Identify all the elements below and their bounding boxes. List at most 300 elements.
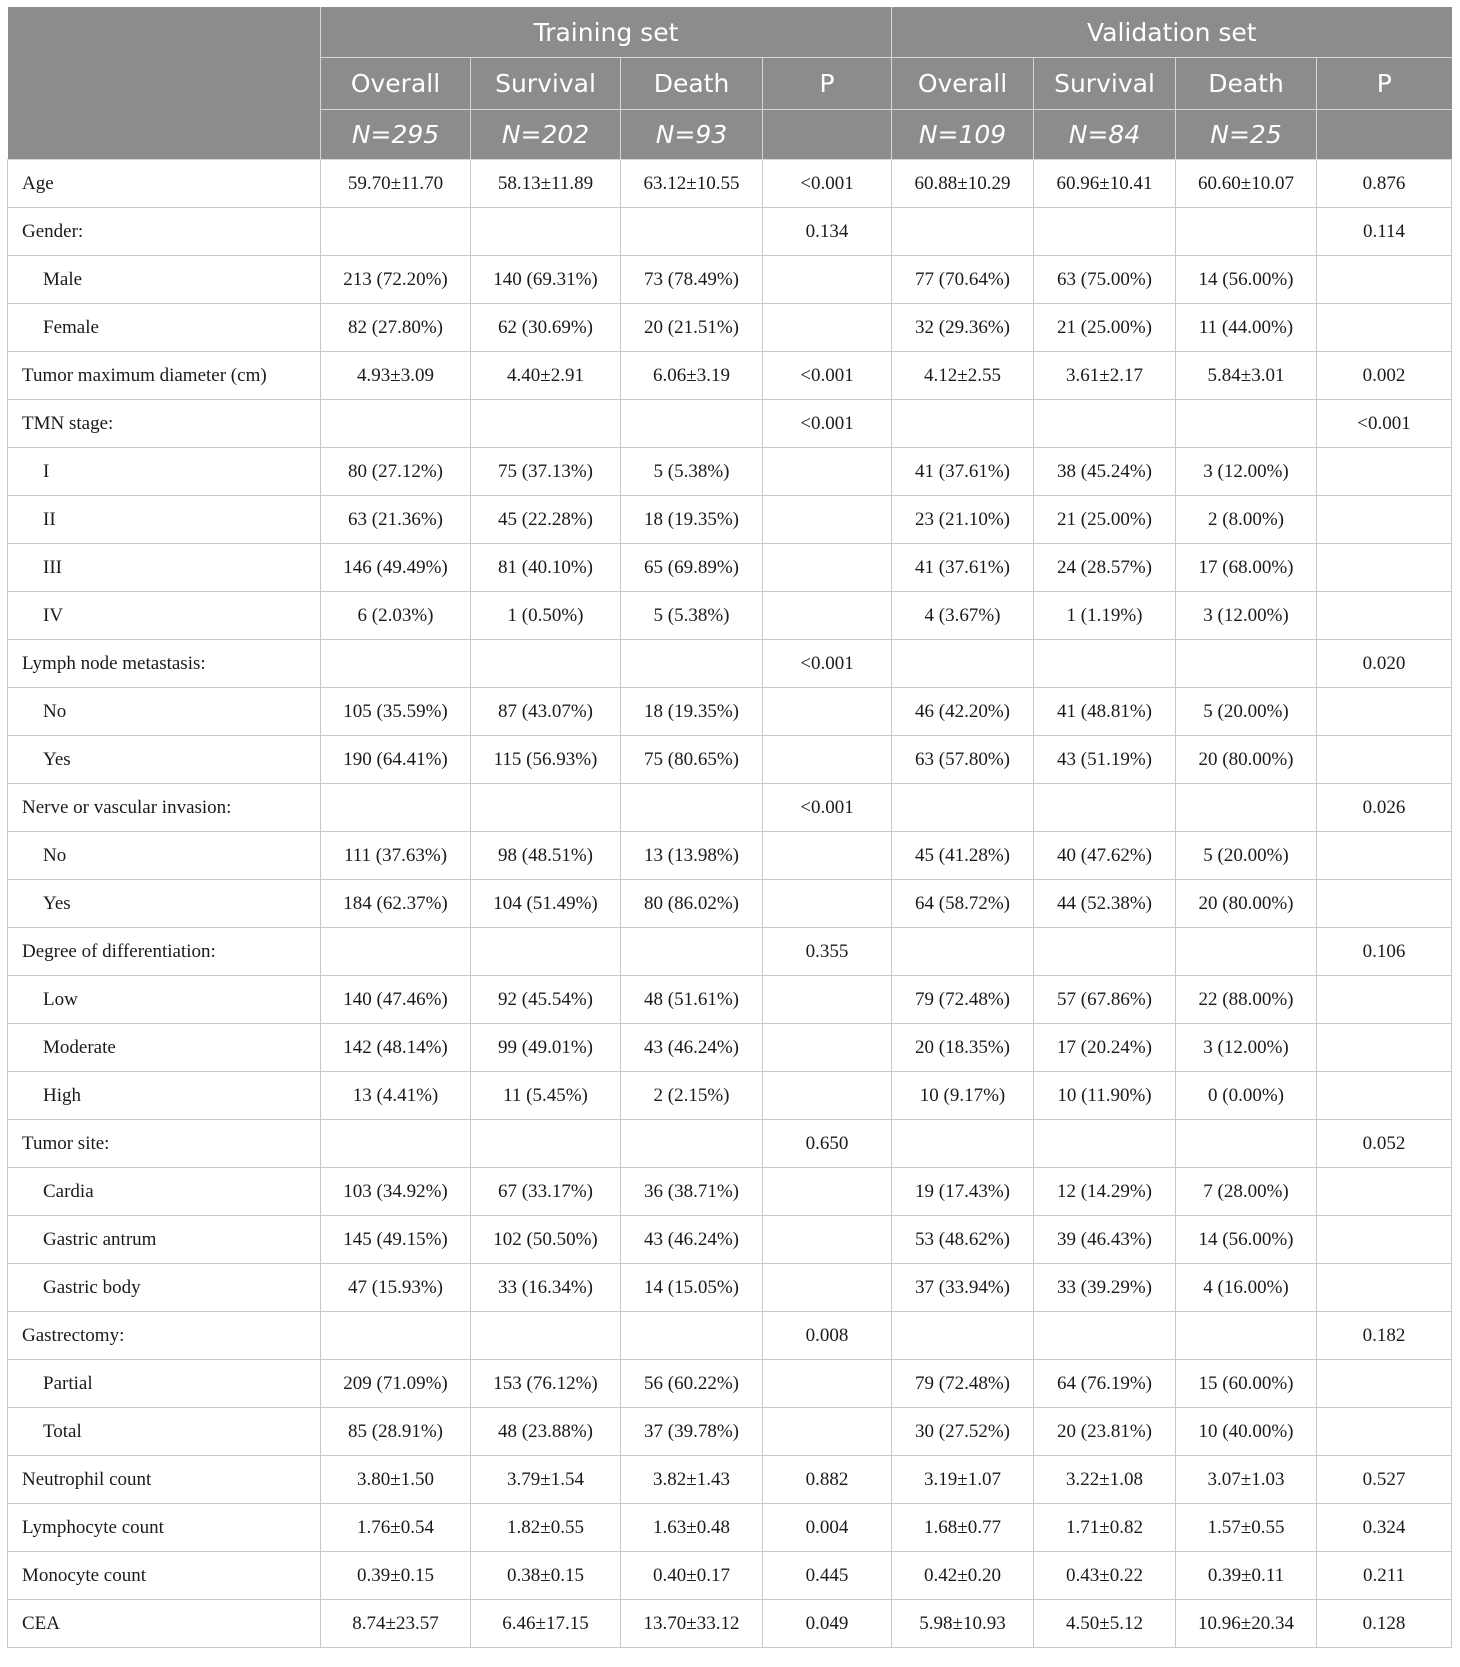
table-cell: 140 (69.31%) xyxy=(471,256,621,304)
table-cell: 41 (37.61%) xyxy=(892,448,1034,496)
table-row xyxy=(8,1456,1452,1504)
table-cell: 92 (45.54%) xyxy=(471,976,621,1024)
table-subrow xyxy=(8,496,1452,544)
p-value-cell xyxy=(1317,880,1452,928)
column-header: Death xyxy=(621,58,763,110)
row-label: Lymph node metastasis: xyxy=(8,640,321,688)
table-cell: 20 (23.81%) xyxy=(1034,1408,1176,1456)
table-cell: 2 (2.15%) xyxy=(621,1072,763,1120)
row-label: Lymphocyte count xyxy=(8,1504,321,1552)
table-cell xyxy=(321,208,471,256)
table-row xyxy=(8,1504,1452,1552)
row-label: TMN stage: xyxy=(8,400,321,448)
table-cell xyxy=(892,1312,1034,1360)
table-cell: 22 (88.00%) xyxy=(1176,976,1317,1024)
table-cell: 65 (69.89%) xyxy=(621,544,763,592)
table-cell: 10 (9.17%) xyxy=(892,1072,1034,1120)
table-cell xyxy=(471,928,621,976)
p-value-cell xyxy=(1317,688,1452,736)
data-table xyxy=(7,7,1452,1648)
table-cell: 75 (37.13%) xyxy=(471,448,621,496)
table-row xyxy=(8,640,1452,688)
table-cell: 111 (37.63%) xyxy=(321,832,471,880)
p-value-cell: 0.134 xyxy=(763,208,892,256)
table-row xyxy=(8,400,1452,448)
table-cell: 3.61±2.17 xyxy=(1034,352,1176,400)
row-label: High xyxy=(8,1072,321,1120)
p-value-cell xyxy=(1317,1360,1452,1408)
table-cell xyxy=(1176,1120,1317,1168)
row-label: Nerve or vascular invasion: xyxy=(8,784,321,832)
table-cell xyxy=(892,784,1034,832)
p-value-cell xyxy=(763,544,892,592)
table-cell: 62 (30.69%) xyxy=(471,304,621,352)
p-value-cell: 0.882 xyxy=(763,1456,892,1504)
p-value-cell xyxy=(763,1408,892,1456)
table-cell xyxy=(321,400,471,448)
table-cell: 0.39±0.15 xyxy=(321,1552,471,1600)
p-value-cell xyxy=(763,1216,892,1264)
p-value-cell xyxy=(763,832,892,880)
table-cell: 13 (4.41%) xyxy=(321,1072,471,1120)
table-cell: 63 (57.80%) xyxy=(892,736,1034,784)
p-value-cell: 0.355 xyxy=(763,928,892,976)
table-cell: 60.96±10.41 xyxy=(1034,160,1176,208)
table-cell xyxy=(892,1120,1034,1168)
p-value-cell xyxy=(763,976,892,1024)
table-cell: 48 (51.61%) xyxy=(621,976,763,1024)
table-cell: 190 (64.41%) xyxy=(321,736,471,784)
table-cell: 1.82±0.55 xyxy=(471,1504,621,1552)
table-cell: 213 (72.20%) xyxy=(321,256,471,304)
row-label: Low xyxy=(8,976,321,1024)
count-header xyxy=(1317,110,1452,160)
table-cell: 13 (13.98%) xyxy=(621,832,763,880)
row-label: Tumor maximum diameter (cm) xyxy=(8,352,321,400)
table-cell: 3 (12.00%) xyxy=(1176,448,1317,496)
table-subrow xyxy=(8,448,1452,496)
p-value-cell: <0.001 xyxy=(763,784,892,832)
table-cell: 18 (19.35%) xyxy=(621,688,763,736)
p-value-cell xyxy=(1317,1264,1452,1312)
table-cell: 4 (3.67%) xyxy=(892,592,1034,640)
table-cell: 98 (48.51%) xyxy=(471,832,621,880)
p-value-cell xyxy=(763,1360,892,1408)
count-header: N=93 xyxy=(621,110,763,160)
table-cell: 43 (46.24%) xyxy=(621,1216,763,1264)
table-cell: 57 (67.86%) xyxy=(1034,976,1176,1024)
table-cell: 5 (20.00%) xyxy=(1176,832,1317,880)
column-header: P xyxy=(763,58,892,110)
table-cell: 0.40±0.17 xyxy=(621,1552,763,1600)
table-cell: 23 (21.10%) xyxy=(892,496,1034,544)
table-cell: 5 (5.38%) xyxy=(621,592,763,640)
table-cell: 21 (25.00%) xyxy=(1034,496,1176,544)
row-label: Partial xyxy=(8,1360,321,1408)
table-cell: 6.06±3.19 xyxy=(621,352,763,400)
table-cell xyxy=(621,640,763,688)
table-cell xyxy=(892,208,1034,256)
table-cell: 7 (28.00%) xyxy=(1176,1168,1317,1216)
table-cell: 4.93±3.09 xyxy=(321,352,471,400)
p-value-cell: 0.106 xyxy=(1317,928,1452,976)
row-label: Neutrophil count xyxy=(8,1456,321,1504)
column-header: P xyxy=(1317,58,1452,110)
table-subrow xyxy=(8,832,1452,880)
table-cell: 39 (46.43%) xyxy=(1034,1216,1176,1264)
p-value-cell: 0.002 xyxy=(1317,352,1452,400)
table-subrow xyxy=(8,256,1452,304)
p-value-cell xyxy=(1317,736,1452,784)
table-cell xyxy=(471,1120,621,1168)
p-value-cell: 0.527 xyxy=(1317,1456,1452,1504)
table-cell xyxy=(1034,208,1176,256)
table-cell xyxy=(321,784,471,832)
table-cell: 79 (72.48%) xyxy=(892,976,1034,1024)
table-cell: 3.19±1.07 xyxy=(892,1456,1034,1504)
row-label: Moderate xyxy=(8,1024,321,1072)
row-label: Total xyxy=(8,1408,321,1456)
table-cell: 36 (38.71%) xyxy=(621,1168,763,1216)
table-subrow xyxy=(8,592,1452,640)
count-header: N=84 xyxy=(1034,110,1176,160)
table-cell: 40 (47.62%) xyxy=(1034,832,1176,880)
p-value-cell xyxy=(1317,832,1452,880)
table-cell: 82 (27.80%) xyxy=(321,304,471,352)
table-cell: 14 (15.05%) xyxy=(621,1264,763,1312)
table-cell: 3 (12.00%) xyxy=(1176,592,1317,640)
table-cell xyxy=(621,928,763,976)
table-cell xyxy=(471,400,621,448)
table-cell: 41 (37.61%) xyxy=(892,544,1034,592)
table-cell: 8.74±23.57 xyxy=(321,1600,471,1648)
p-value-cell xyxy=(1317,304,1452,352)
table-cell: 99 (49.01%) xyxy=(471,1024,621,1072)
table-cell: 142 (48.14%) xyxy=(321,1024,471,1072)
table-cell xyxy=(471,208,621,256)
table-cell: 146 (49.49%) xyxy=(321,544,471,592)
table-row xyxy=(8,1552,1452,1600)
table-cell: 45 (22.28%) xyxy=(471,496,621,544)
table-cell: 45 (41.28%) xyxy=(892,832,1034,880)
table-cell: 20 (21.51%) xyxy=(621,304,763,352)
table-cell xyxy=(892,400,1034,448)
table-cell: 11 (5.45%) xyxy=(471,1072,621,1120)
table-cell xyxy=(621,784,763,832)
baseline-characteristics-table xyxy=(7,7,1451,1648)
table-cell: 64 (76.19%) xyxy=(1034,1360,1176,1408)
table-cell xyxy=(1176,784,1317,832)
table-cell: 115 (56.93%) xyxy=(471,736,621,784)
table-cell: 1.68±0.77 xyxy=(892,1504,1034,1552)
table-cell xyxy=(321,1312,471,1360)
table-cell: 24 (28.57%) xyxy=(1034,544,1176,592)
table-row xyxy=(8,352,1452,400)
row-label: Yes xyxy=(8,736,321,784)
table-header xyxy=(8,7,1452,160)
table-cell: 80 (27.12%) xyxy=(321,448,471,496)
p-value-cell: <0.001 xyxy=(763,160,892,208)
table-cell: 60.60±10.07 xyxy=(1176,160,1317,208)
table-cell: 13.70±33.12 xyxy=(621,1600,763,1648)
row-label: Gastric body xyxy=(8,1264,321,1312)
table-row xyxy=(8,160,1452,208)
row-label: Female xyxy=(8,304,321,352)
p-value-cell xyxy=(763,1072,892,1120)
group-header-training: Training set xyxy=(321,7,892,58)
table-cell: 85 (28.91%) xyxy=(321,1408,471,1456)
table-cell: 184 (62.37%) xyxy=(321,880,471,928)
table-cell: 3.79±1.54 xyxy=(471,1456,621,1504)
p-value-cell: 0.211 xyxy=(1317,1552,1452,1600)
table-cell xyxy=(1176,400,1317,448)
table-cell: 33 (16.34%) xyxy=(471,1264,621,1312)
table-cell: 63 (75.00%) xyxy=(1034,256,1176,304)
table-cell xyxy=(1034,640,1176,688)
p-value-cell: 0.324 xyxy=(1317,1504,1452,1552)
p-value-cell xyxy=(763,688,892,736)
table-cell: 2 (8.00%) xyxy=(1176,496,1317,544)
row-label: Gastrectomy: xyxy=(8,1312,321,1360)
table-cell: 103 (34.92%) xyxy=(321,1168,471,1216)
row-label: No xyxy=(8,832,321,880)
table-cell: 0.43±0.22 xyxy=(1034,1552,1176,1600)
table-cell: 4.50±5.12 xyxy=(1034,1600,1176,1648)
table-cell xyxy=(321,1120,471,1168)
table-subrow xyxy=(8,1408,1452,1456)
p-value-cell xyxy=(1317,1024,1452,1072)
table-cell: 15 (60.00%) xyxy=(1176,1360,1317,1408)
p-value-cell xyxy=(763,1168,892,1216)
table-cell: 79 (72.48%) xyxy=(892,1360,1034,1408)
table-subrow xyxy=(8,736,1452,784)
table-cell: 87 (43.07%) xyxy=(471,688,621,736)
table-cell: 1.76±0.54 xyxy=(321,1504,471,1552)
group-header-validation: Validation set xyxy=(892,7,1452,58)
table-cell: 67 (33.17%) xyxy=(471,1168,621,1216)
p-value-cell xyxy=(1317,1168,1452,1216)
table-cell: 6 (2.03%) xyxy=(321,592,471,640)
table-subrow xyxy=(8,1216,1452,1264)
table-cell xyxy=(1176,928,1317,976)
table-cell: 37 (39.78%) xyxy=(621,1408,763,1456)
header-row-groups xyxy=(8,7,1452,58)
column-header: Survival xyxy=(471,58,621,110)
p-value-cell: 0.004 xyxy=(763,1504,892,1552)
table-cell: 145 (49.15%) xyxy=(321,1216,471,1264)
table-cell: 1.71±0.82 xyxy=(1034,1504,1176,1552)
row-label: CEA xyxy=(8,1600,321,1648)
table-cell xyxy=(1034,784,1176,832)
table-cell: 104 (51.49%) xyxy=(471,880,621,928)
table-cell xyxy=(892,640,1034,688)
p-value-cell: 0.114 xyxy=(1317,208,1452,256)
column-header: Overall xyxy=(321,58,471,110)
table-subrow xyxy=(8,1168,1452,1216)
table-cell: 14 (56.00%) xyxy=(1176,1216,1317,1264)
header-corner-cell xyxy=(8,7,321,160)
p-value-cell: 0.182 xyxy=(1317,1312,1452,1360)
table-cell: 30 (27.52%) xyxy=(892,1408,1034,1456)
row-label: II xyxy=(8,496,321,544)
table-cell: 32 (29.36%) xyxy=(892,304,1034,352)
row-label: Gender: xyxy=(8,208,321,256)
table-cell: 75 (80.65%) xyxy=(621,736,763,784)
row-label: III xyxy=(8,544,321,592)
table-cell xyxy=(471,784,621,832)
count-header: N=109 xyxy=(892,110,1034,160)
table-subrow xyxy=(8,304,1452,352)
table-row xyxy=(8,208,1452,256)
p-value-cell: 0.128 xyxy=(1317,1600,1452,1648)
row-label: I xyxy=(8,448,321,496)
table-cell: 102 (50.50%) xyxy=(471,1216,621,1264)
table-cell: 64 (58.72%) xyxy=(892,880,1034,928)
p-value-cell xyxy=(1317,448,1452,496)
table-cell: 43 (46.24%) xyxy=(621,1024,763,1072)
p-value-cell xyxy=(1317,1072,1452,1120)
table-cell: 47 (15.93%) xyxy=(321,1264,471,1312)
table-cell xyxy=(1034,1312,1176,1360)
table-cell: 20 (80.00%) xyxy=(1176,736,1317,784)
table-subrow xyxy=(8,880,1452,928)
table-cell: 17 (20.24%) xyxy=(1034,1024,1176,1072)
p-value-cell xyxy=(1317,976,1452,1024)
row-label: Tumor site: xyxy=(8,1120,321,1168)
table-cell: 41 (48.81%) xyxy=(1034,688,1176,736)
p-value-cell: <0.001 xyxy=(763,400,892,448)
table-cell: 5.84±3.01 xyxy=(1176,352,1317,400)
p-value-cell: 0.650 xyxy=(763,1120,892,1168)
table-cell xyxy=(471,640,621,688)
table-cell: 153 (76.12%) xyxy=(471,1360,621,1408)
count-header xyxy=(763,110,892,160)
table-cell xyxy=(1034,928,1176,976)
table-cell: 81 (40.10%) xyxy=(471,544,621,592)
table-cell: 6.46±17.15 xyxy=(471,1600,621,1648)
count-header: N=25 xyxy=(1176,110,1317,160)
table-row xyxy=(8,1600,1452,1648)
table-cell: 48 (23.88%) xyxy=(471,1408,621,1456)
column-header: Overall xyxy=(892,58,1034,110)
table-subrow xyxy=(8,1072,1452,1120)
table-cell: 20 (80.00%) xyxy=(1176,880,1317,928)
table-cell: 60.88±10.29 xyxy=(892,160,1034,208)
table-row xyxy=(8,784,1452,832)
row-label: Gastric antrum xyxy=(8,1216,321,1264)
table-cell: 38 (45.24%) xyxy=(1034,448,1176,496)
table-subrow xyxy=(8,1360,1452,1408)
table-cell xyxy=(1176,640,1317,688)
table-cell: 1.63±0.48 xyxy=(621,1504,763,1552)
p-value-cell xyxy=(763,880,892,928)
p-value-cell xyxy=(763,496,892,544)
table-cell: 14 (56.00%) xyxy=(1176,256,1317,304)
table-cell: 10 (11.90%) xyxy=(1034,1072,1176,1120)
p-value-cell xyxy=(1317,544,1452,592)
table-subrow xyxy=(8,688,1452,736)
count-header: N=202 xyxy=(471,110,621,160)
table-cell: 73 (78.49%) xyxy=(621,256,763,304)
p-value-cell xyxy=(763,1024,892,1072)
table-cell: 209 (71.09%) xyxy=(321,1360,471,1408)
p-value-cell: <0.001 xyxy=(763,352,892,400)
table-cell: 33 (39.29%) xyxy=(1034,1264,1176,1312)
table-cell xyxy=(621,400,763,448)
p-value-cell: 0.052 xyxy=(1317,1120,1452,1168)
table-cell: 0.42±0.20 xyxy=(892,1552,1034,1600)
table-cell: 44 (52.38%) xyxy=(1034,880,1176,928)
p-value-cell: 0.049 xyxy=(763,1600,892,1648)
p-value-cell: 0.020 xyxy=(1317,640,1452,688)
table-cell: 10 (40.00%) xyxy=(1176,1408,1317,1456)
table-row xyxy=(8,928,1452,976)
table-cell xyxy=(1034,1120,1176,1168)
row-label: Cardia xyxy=(8,1168,321,1216)
table-cell xyxy=(1176,208,1317,256)
column-header: Survival xyxy=(1034,58,1176,110)
table-cell xyxy=(621,1312,763,1360)
table-cell: 21 (25.00%) xyxy=(1034,304,1176,352)
table-cell: 58.13±11.89 xyxy=(471,160,621,208)
p-value-cell: <0.001 xyxy=(1317,400,1452,448)
table-cell: 5 (5.38%) xyxy=(621,448,763,496)
table-cell: 5 (20.00%) xyxy=(1176,688,1317,736)
column-header: Death xyxy=(1176,58,1317,110)
row-label: No xyxy=(8,688,321,736)
row-label: Male xyxy=(8,256,321,304)
p-value-cell xyxy=(1317,592,1452,640)
table-cell: 10.96±20.34 xyxy=(1176,1600,1317,1648)
table-cell: 3.82±1.43 xyxy=(621,1456,763,1504)
table-cell: 4 (16.00%) xyxy=(1176,1264,1317,1312)
table-cell xyxy=(1176,1312,1317,1360)
table-cell: 56 (60.22%) xyxy=(621,1360,763,1408)
table-cell: 46 (42.20%) xyxy=(892,688,1034,736)
table-row xyxy=(8,1312,1452,1360)
p-value-cell xyxy=(763,256,892,304)
table-subrow xyxy=(8,976,1452,1024)
p-value-cell: 0.026 xyxy=(1317,784,1452,832)
table-cell: 11 (44.00%) xyxy=(1176,304,1317,352)
table-cell: 20 (18.35%) xyxy=(892,1024,1034,1072)
table-cell: 3.80±1.50 xyxy=(321,1456,471,1504)
p-value-cell: 0.008 xyxy=(763,1312,892,1360)
table-cell: 1 (0.50%) xyxy=(471,592,621,640)
table-cell: 3 (12.00%) xyxy=(1176,1024,1317,1072)
table-cell xyxy=(321,928,471,976)
table-cell: 63 (21.36%) xyxy=(321,496,471,544)
table-cell: 59.70±11.70 xyxy=(321,160,471,208)
table-cell xyxy=(621,208,763,256)
table-cell: 0 (0.00%) xyxy=(1176,1072,1317,1120)
count-header: N=295 xyxy=(321,110,471,160)
table-cell: 77 (70.64%) xyxy=(892,256,1034,304)
table-subrow xyxy=(8,1024,1452,1072)
table-cell: 18 (19.35%) xyxy=(621,496,763,544)
table-cell: 80 (86.02%) xyxy=(621,880,763,928)
table-cell: 1 (1.19%) xyxy=(1034,592,1176,640)
p-value-cell: 0.876 xyxy=(1317,160,1452,208)
p-value-cell: 0.445 xyxy=(763,1552,892,1600)
row-label: Age xyxy=(8,160,321,208)
table-cell xyxy=(621,1120,763,1168)
row-label: IV xyxy=(8,592,321,640)
row-label: Yes xyxy=(8,880,321,928)
table-cell: 3.22±1.08 xyxy=(1034,1456,1176,1504)
table-cell: 5.98±10.93 xyxy=(892,1600,1034,1648)
p-value-cell xyxy=(763,448,892,496)
